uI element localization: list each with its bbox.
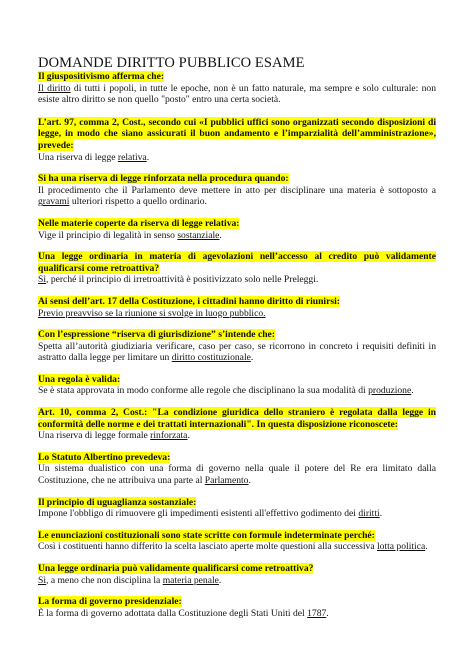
question-text — [38, 296, 436, 308]
qa-block — [38, 596, 436, 619]
answer-segment: . — [326, 607, 329, 619]
answer-keyword: materia penale — [162, 574, 219, 586]
question-text — [38, 117, 436, 152]
question-highlight: Una legge ordinaria può validamente qualificarsi come retroattiva? — [38, 563, 314, 574]
answer-keyword: lotta politica — [376, 541, 426, 553]
question-text — [38, 218, 436, 230]
answer-segment: Così i costituenti hanno differito la scelta lasciato aperte molte questioni alla successiva — [38, 541, 377, 553]
answer-text — [38, 608, 436, 620]
question-highlight: Una legge ordinaria in materia di agevolazioni nell’accesso al credito può validamente qualificarsi come retroattiva? — [38, 251, 436, 274]
question-text — [38, 596, 436, 608]
answer-segment: . — [187, 430, 190, 442]
document-page — [38, 55, 436, 629]
answer-keyword: Sì — [38, 574, 47, 586]
answer-keyword: diritti — [358, 508, 380, 520]
answer-segment: . — [250, 352, 254, 364]
question-text — [38, 173, 436, 185]
qa-block — [38, 374, 436, 397]
answer-keyword: Previo preavviso se la riunione si svolge in luogo pubblico. — [38, 307, 266, 319]
qa-block — [38, 251, 436, 286]
qa-block — [38, 218, 436, 241]
question-highlight: Le enunciazioni costituzionali sono state scritte con formule indeterminate perché: — [38, 529, 375, 541]
qa-block — [38, 497, 436, 520]
question-highlight: Con l’espressione “riserva di giurisdizione” s’intende che: — [38, 329, 275, 341]
answer-segment: di tutti i popoli, in tutte le epoche, non è un fatto naturale, ma sempre e solo culturale: non esiste altro diritto se non quello "posto" entro una certa società. — [38, 82, 436, 106]
qa-block — [38, 71, 436, 106]
answer-text — [38, 274, 436, 286]
answer-text — [38, 230, 436, 242]
document-title: DOMANDE DIRITTO PUBBLICO ESAME — [38, 55, 305, 71]
qa-block — [38, 173, 436, 208]
answer-text — [38, 430, 436, 442]
answer-segment: Una riserva di legge formale — [38, 430, 151, 442]
answer-text — [38, 385, 436, 397]
question-text — [38, 452, 436, 464]
answer-text — [38, 83, 436, 106]
question-text — [38, 563, 436, 575]
question-list — [38, 71, 436, 619]
answer-text — [38, 152, 436, 164]
question-text — [38, 329, 436, 341]
answer-text — [38, 185, 436, 208]
question-highlight: Una regola è valida: — [38, 373, 121, 385]
answer-segment: . — [248, 475, 251, 487]
answer-keyword: relativa — [117, 151, 147, 163]
answer-segment: . — [379, 508, 383, 520]
answer-keyword: 1787 — [307, 607, 327, 619]
qa-block — [38, 530, 436, 553]
question-highlight: Il giuspositivismo afferma che: — [38, 71, 165, 82]
answer-segment: Spetta all’autorità giudiziaria verificare, caso per caso, se ricorrono in concreto i requisiti definiti in astratto dalla legge per limitare un — [38, 340, 436, 364]
question-highlight: Il principio di uguaglianza sostanziale: — [38, 496, 197, 508]
question-text — [38, 71, 436, 83]
answer-text — [38, 341, 436, 364]
answer-keyword: Sì — [38, 274, 47, 286]
question-text — [38, 497, 436, 509]
answer-keyword: diritto costituzionale — [171, 352, 251, 364]
question-highlight: Nelle materie coperte da riserva di legge relativa: — [38, 217, 240, 229]
question-highlight: L’art. 97, comma 2, Cost., secondo cui «I pubblici uffici sono organizzati secondo disposizioni di legge, in modo che siano assicurati il buon andamento e l’imparzialità dell’amministrazione», prevede: — [38, 116, 436, 151]
qa-block — [38, 563, 436, 586]
qa-block — [38, 117, 436, 163]
answer-segment: Una riserva di legge — [38, 151, 118, 163]
question-text — [38, 530, 436, 542]
question-text — [38, 251, 436, 274]
question-highlight: Si ha una riserva di legge rinforzata nella procedura quando: — [38, 173, 289, 185]
answer-segment: . — [425, 541, 428, 553]
question-text — [38, 407, 436, 430]
answer-segment: Vige il principio di legalità in senso — [38, 229, 178, 241]
answer-segment: Un sistema dualistico con una forma di governo nella quale il potere del Re era limitato dalla Costituzione, che ne attribuiva una parte al — [38, 463, 436, 487]
qa-block — [38, 407, 436, 442]
answer-segment: Impone l'obbligo di rimuovere gli impedimenti esistenti all'effettivo godimento dei — [38, 508, 359, 520]
answer-segment: , a meno che non disciplina la — [46, 574, 163, 586]
answer-keyword: produzione — [368, 385, 412, 397]
qa-block — [38, 452, 436, 487]
question-highlight: Lo Statuto Albertino prevedeva: — [38, 451, 171, 463]
answer-segment: Il procedimento che il Parlamento deve mettere in atto per disciplinare una materia è sottoposto a — [38, 184, 436, 196]
question-text — [38, 374, 436, 386]
answer-segment: Se è stata approvata in modo conforme alle regole che disciplinano la sua modalità di — [38, 385, 369, 397]
answer-keyword: rinforzata — [150, 430, 188, 442]
qa-block — [38, 329, 436, 364]
answer-keyword: gravami — [38, 196, 70, 208]
answer-text — [38, 463, 436, 486]
question-highlight: Art. 10, comma 2, Cost.: "La condizione giuridica dello straniero è regolata dalla legge in conformità delle norme e dei trattati internazionali". In questa disposizione riconoscete: — [38, 407, 436, 430]
answer-segment: . — [218, 574, 222, 586]
answer-segment: , perché il principio di irretroattività è positivizzato solo nelle Preleggi. — [46, 274, 319, 286]
answer-text — [38, 308, 436, 320]
answer-text — [38, 541, 436, 553]
answer-segment: . — [411, 385, 414, 397]
answer-text — [38, 508, 436, 520]
qa-block — [38, 296, 436, 319]
answer-keyword: sostanziale — [177, 229, 220, 241]
answer-keyword: Il diritto — [38, 82, 71, 94]
answer-segment: . — [146, 151, 150, 163]
answer-segment: È la forma di governo adottata dalla Costituzione degli Stati Uniti del — [38, 607, 308, 619]
answer-keyword: Parlamento — [204, 475, 249, 487]
question-highlight: Ai sensi dell’art. 17 della Costituzione, i cittadini hanno diritto di riunirsi: — [38, 295, 340, 307]
answer-segment: . — [219, 229, 222, 241]
answer-text — [38, 575, 436, 587]
question-highlight: La forma di governo presidenziale: — [38, 596, 182, 608]
answer-segment: ulteriori rispetto a quello ordinario. — [69, 196, 207, 208]
